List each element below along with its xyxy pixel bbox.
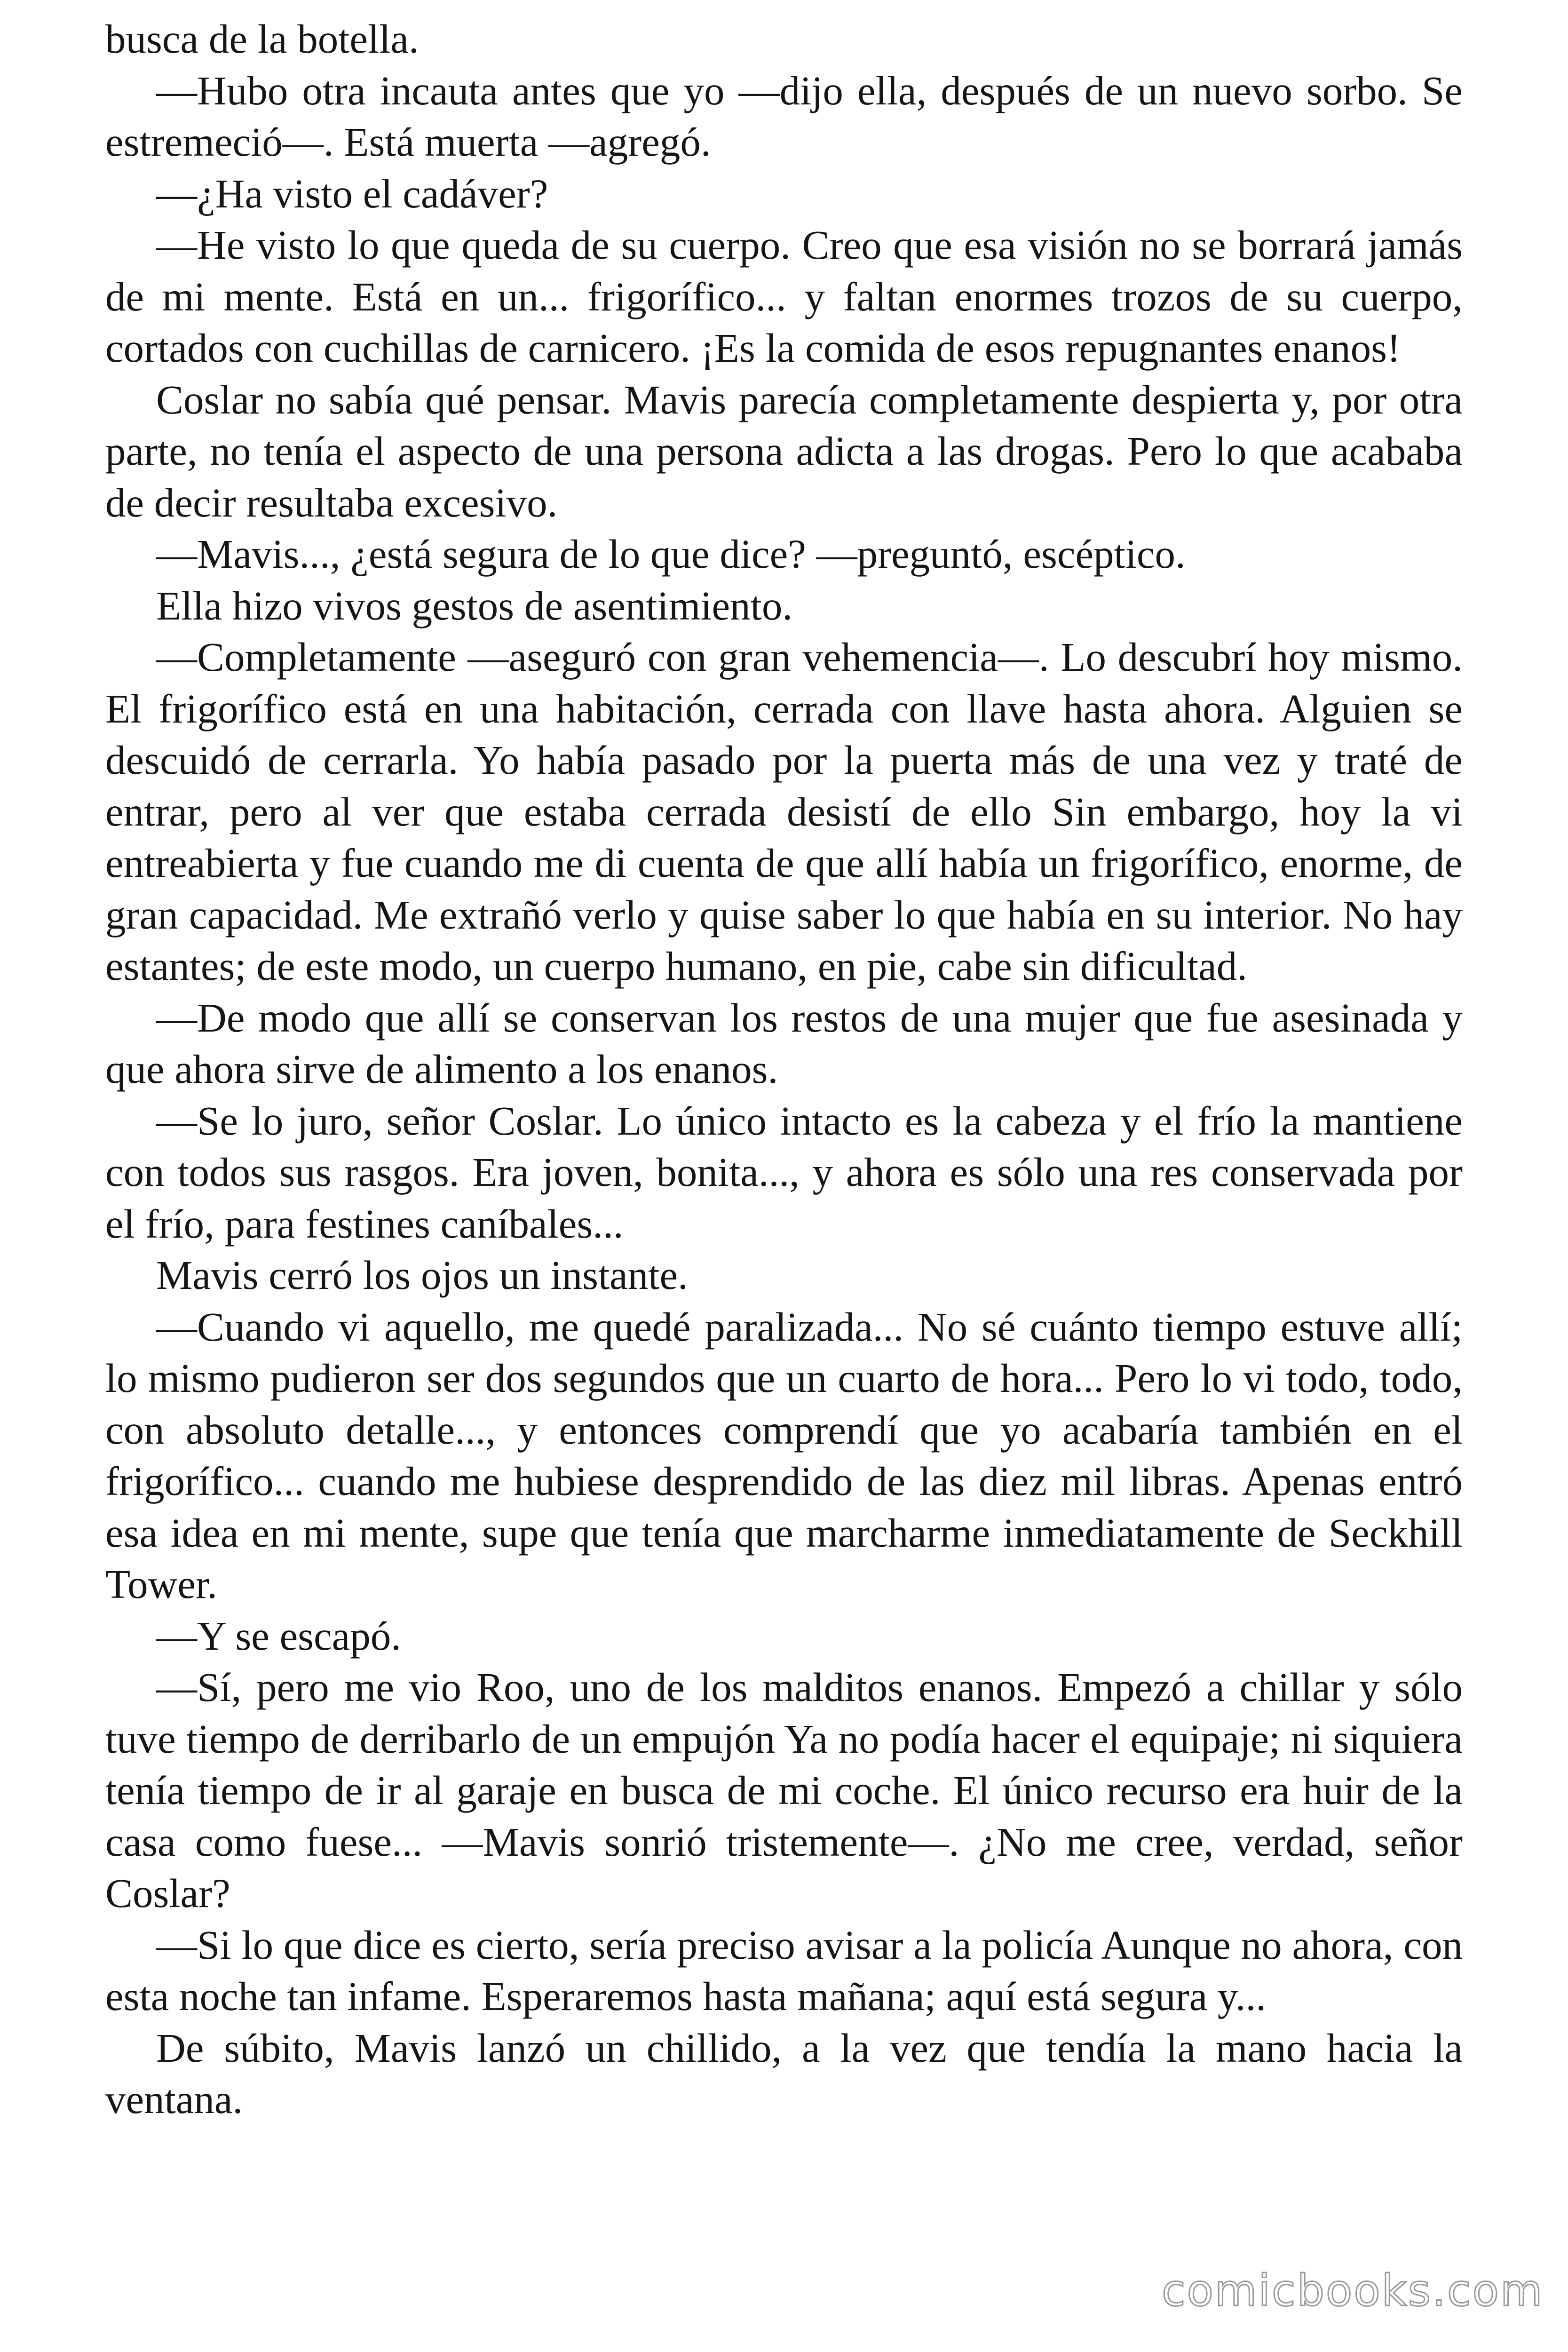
watermark: comicbooks.com — [1162, 2265, 1544, 2316]
paragraph: —Y se escapó. — [156, 1613, 402, 1659]
paragraph: —Mavis..., ¿está segura de lo que dice? —preguntó, escéptico. — [156, 531, 1186, 577]
paragraph: —Se lo juro, señor Coslar. Lo único intacto es la cabeza y el frío la mantiene con todos sus rasgos. Era joven, bonita..., y ahora es sólo una res conservada por el frío, para festines caníbales... — [105, 1097, 1463, 1247]
paragraph: Ella hizo vivos gestos de asentimiento. — [156, 582, 793, 628]
paragraph: De súbito, Mavis lanzó un chillido, a la vez que tendía la mano hacia la ventana. — [105, 2025, 1463, 2122]
paragraph: —Hubo otra incauta antes que yo —dijo ella, después de un nuevo sorbo. Se estremeció—. Está muerta —agregó. — [105, 67, 1463, 165]
book-page — [105, 13, 1463, 2125]
paragraph: —Cuando vi aquello, me quedé paralizada... No sé cuánto tiempo estuve allí; lo mismo pudieron ser dos segundos que un cuarto de hora... Pero lo vi todo, todo, con absoluto detalle..., y entonces comprendí que yo acabaría también en el frigorífico... cuando me hubiese desprendido de las diez mil libras. Apenas entró esa idea en mi mente, supe que tenía que marcharme inmediatamente de Seckhill Tower. — [105, 1303, 1463, 1607]
paragraph: —¿Ha visto el cadáver? — [156, 170, 548, 216]
paragraph: busca de la botella. — [105, 16, 419, 62]
paragraph: Coslar no sabía qué pensar. Mavis parecía completamente despierta y, por otra parte, no tenía el aspecto de una persona adicta a las drogas. Pero lo que acababa de decir resultaba excesivo. — [105, 376, 1463, 525]
paragraph: —Si lo que dice es cierto, sería preciso avisar a la policía Aunque no ahora, con esta noche tan infame. Esperaremos hasta mañana; aquí está segura y... — [105, 1922, 1463, 2019]
paragraph: —Completamente —aseguró con gran vehemencia—. Lo descubrí hoy mismo. El frigorífico está en una habitación, cerrada con llave hasta ahora. Alguien se descuidó de cerrarla. Yo había pasado por la puerta más de una vez y traté de entrar, pero al ver que estaba cerrada desistí de ello Sin embargo, hoy la vi entreabierta y fue cuando me di cuenta de que allí había un frigorífico, enorme, de gran capacidad. Me extrañó verlo y quise saber lo que había en su interior. No hay estantes; de este modo, un cuerpo humano, en pie, cabe sin dificultad. — [105, 634, 1463, 989]
paragraph: Mavis cerró los ojos un instante. — [156, 1252, 688, 1298]
paragraph: —Sí, pero me vio Roo, uno de los malditos enanos. Empezó a chillar y sólo tuve tiempo de derribarlo de un empujón Ya no podía hacer el equipaje; ni siquiera tenía tiempo de ir al garaje en busca de mi coche. El único recurso era huir de la casa como fuese... —Mavis sonrió tristemente—. ¿No me cree, verdad, señor Coslar? — [105, 1664, 1463, 1916]
paragraph: —He visto lo que queda de su cuerpo. Creo que esa visión no se borrará jamás de mi mente. Está en un... frigorífico... y faltan enormes trozos de su cuerpo, cortados con cuchillas de carnicero. ¡Es la comida de esos repugnantes enanos! — [105, 222, 1463, 371]
paragraph: —De modo que allí se conservan los restos de una mujer que fue asesinada y que ahora sirve de alimento a los enanos. — [105, 994, 1463, 1092]
